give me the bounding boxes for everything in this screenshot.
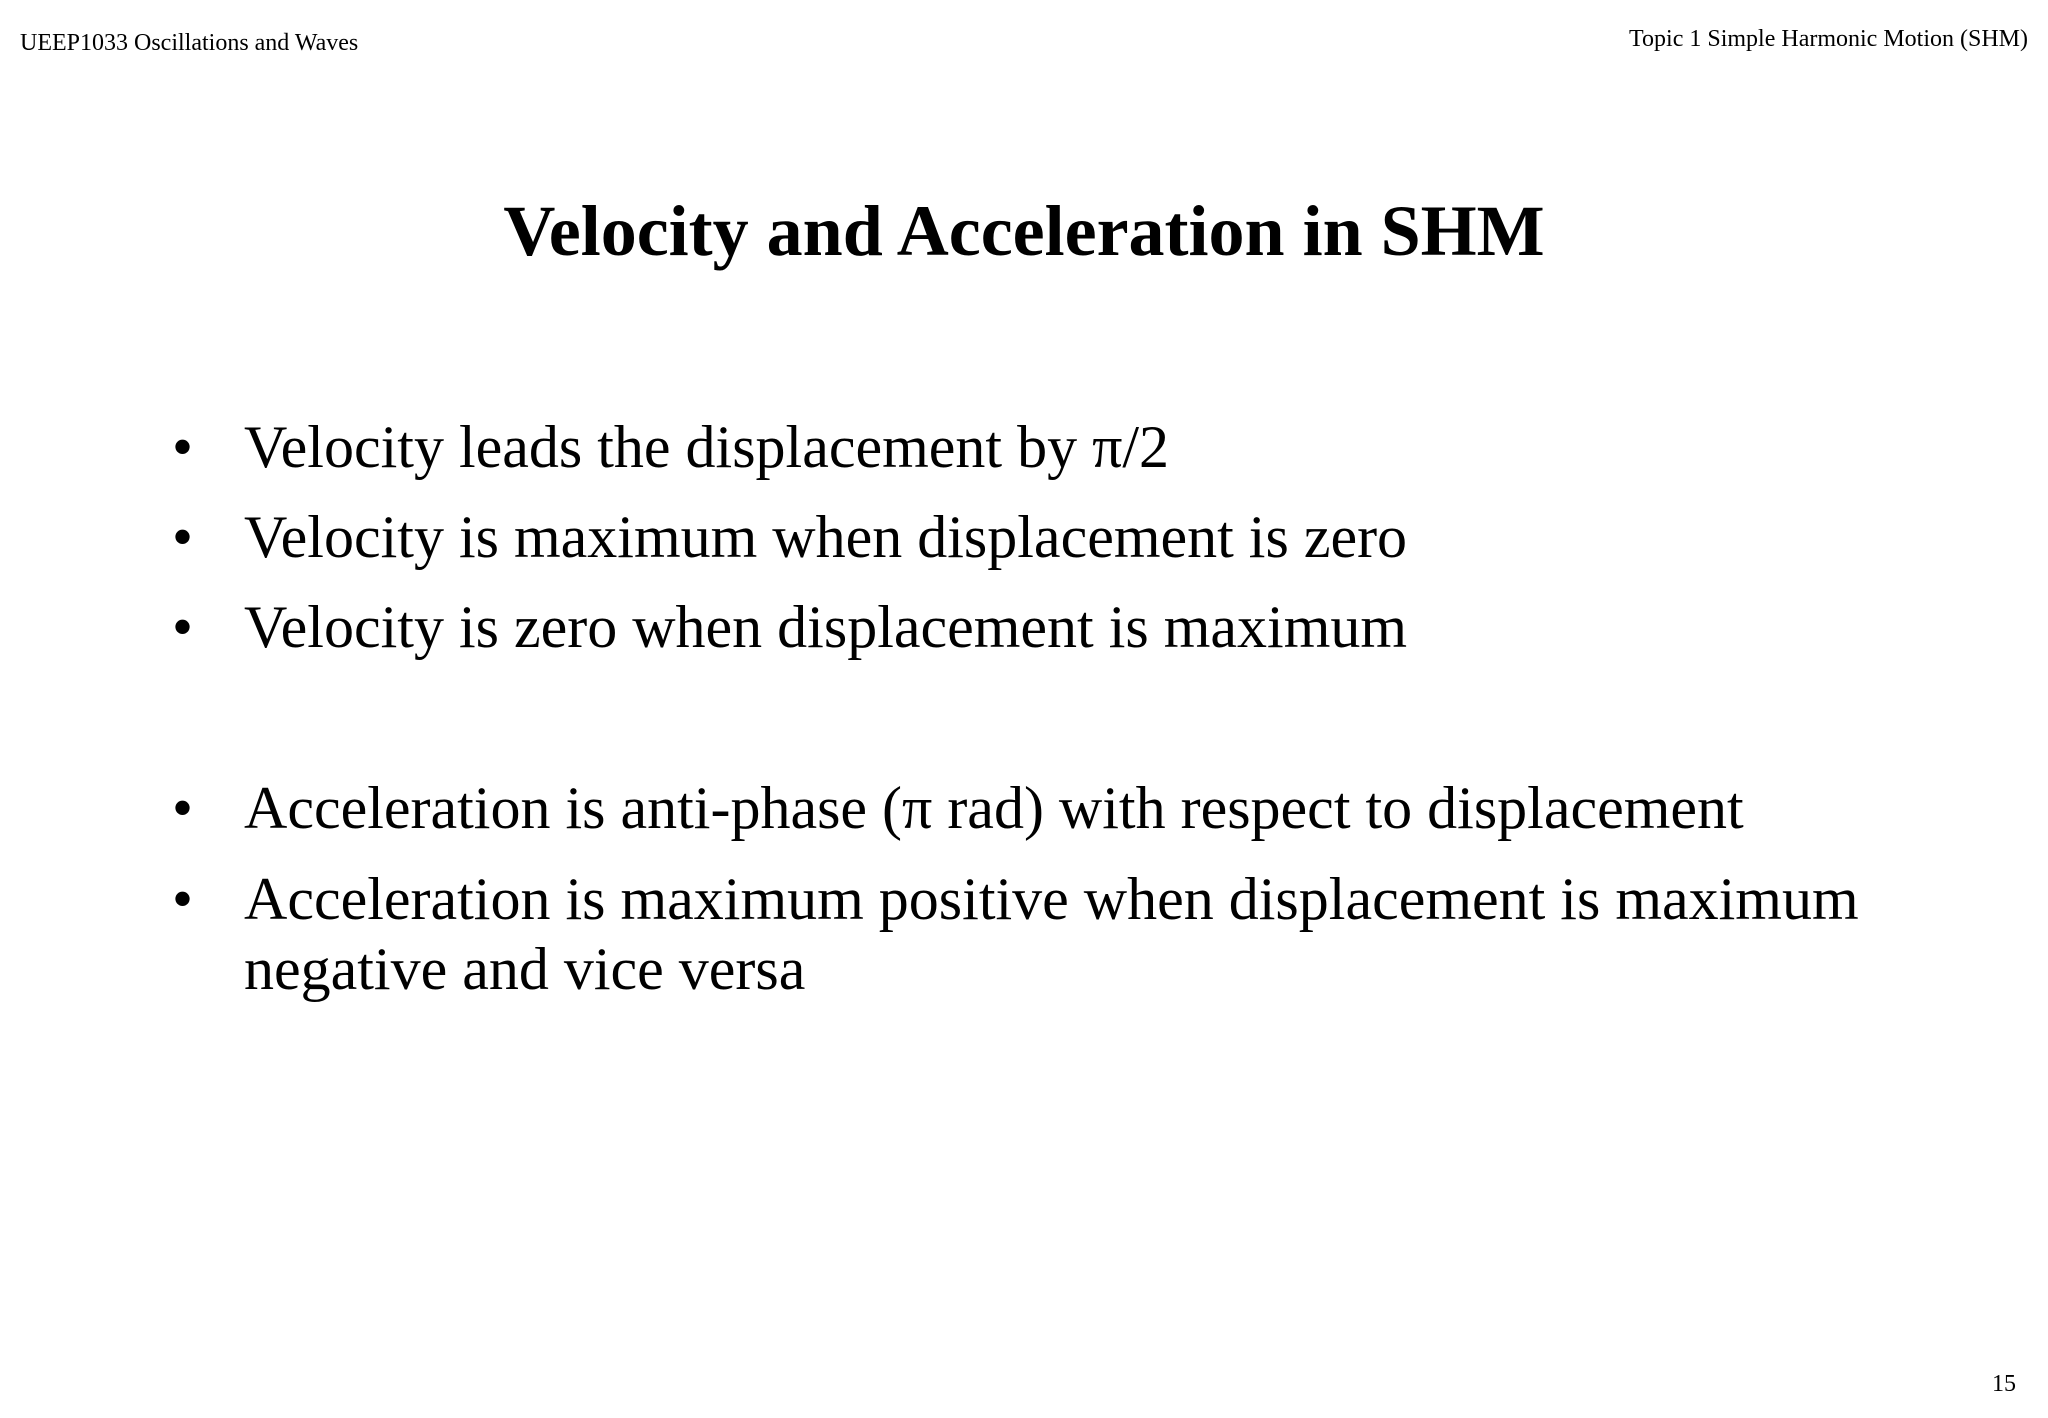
bullet-text: Acceleration is maximum positive when displacement is maximum negative and vice versa (244, 866, 1859, 1002)
bullet-text: Velocity leads the displacement by π/2 (244, 414, 1170, 480)
bullet-marker: • (172, 775, 194, 841)
bullet-text: Velocity is zero when displacement is maximum (244, 594, 1408, 660)
bullet-marker: • (172, 414, 194, 480)
bullet-marker: • (172, 594, 194, 660)
slide-title: Velocity and Acceleration in SHM (503, 191, 1545, 271)
topic-header: Topic 1 Simple Harmonic Motion (SHM) (1629, 26, 2028, 52)
bullet-marker: • (172, 504, 194, 570)
bullet-text: Velocity is maximum when displacement is zero (244, 504, 1408, 570)
bullet-text: Acceleration is anti-phase (π rad) with respect to displacement (244, 775, 1744, 841)
page-number: 15 (1992, 1371, 2016, 1397)
bullet-marker: • (172, 866, 194, 932)
course-header: UEEP1033 Oscillations and Waves (20, 30, 359, 56)
